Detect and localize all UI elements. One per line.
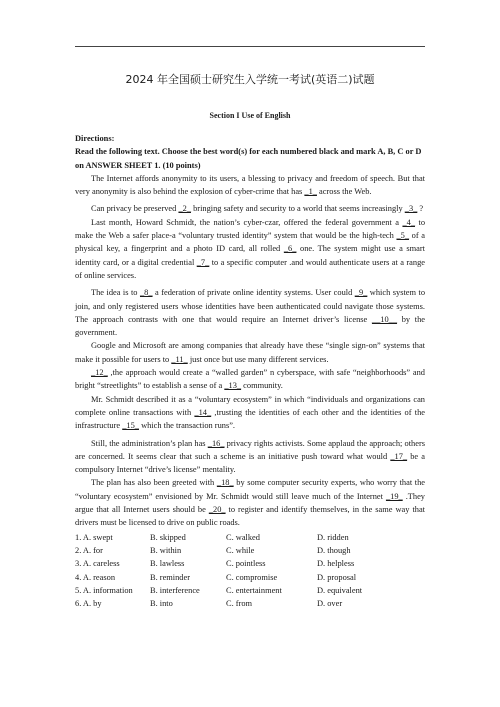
answer-blank: _19_: [385, 491, 403, 501]
answer-blank: _3_: [404, 204, 418, 214]
directions-label: Directions:: [75, 134, 115, 143]
passage-text: The Internet affords anonymity to its users, a blessing to privacy and freedom of speech. But that very anonymity is also behind the explosion of cyber-crime that has: [75, 173, 425, 197]
passage-text: which the transaction runs”.: [138, 421, 236, 431]
passage-text: of a physical key, a fingerprint and a photo ID card, all rolled: [75, 231, 425, 254]
passage-text: by some computer security experts, who worry that the “voluntary ecosystem” envisioned by Mr. Schmidt would still leave much of the Internet: [75, 478, 426, 501]
section-heading: Section I Use of English: [209, 111, 291, 120]
passage-paragraph: [75, 202, 425, 215]
passage-text: ,trusting the identities of each other and the identities of the infrastructure: [75, 407, 425, 431]
option-b: B. skipped: [150, 532, 186, 542]
answer-blank: _1_: [304, 187, 317, 197]
exam-title: 2024 年全国硕士研究生入学统一考试(英语二)试题: [125, 73, 375, 86]
option-c: C. walked: [226, 532, 260, 542]
passage-paragraph: [75, 437, 425, 477]
answer-blank: _14_: [194, 407, 212, 417]
option-b: B. reminder: [150, 572, 191, 582]
option-row: [75, 571, 425, 584]
answer-blank: _17_: [390, 451, 408, 461]
document-body: [75, 132, 425, 610]
answer-blank: _7_: [196, 257, 210, 267]
passage-text: Mr. Schmidt described it as a “voluntary ecosystem” in which “individuals and organizations can complete online transactions with: [75, 394, 425, 417]
passage-text: Google and Microsoft are among companies that already have these “single sign-on” systems that make it possible for users to: [75, 341, 425, 364]
answer-blank: _11_: [171, 354, 188, 364]
passage-text: Can privacy be preserved: [91, 204, 179, 214]
answer-blank: _13_: [224, 381, 242, 391]
answer-blank: _12_: [91, 368, 108, 378]
option-c: C. entertainment: [226, 585, 282, 595]
option-a: 2. A. for: [75, 545, 103, 555]
passage-text: Still, the administration’s plan has: [91, 438, 208, 448]
passage-text: privacy rights activists. Some applaud the approach; others are concerned. It seems clear that such a scheme is an initiative push toward what would: [75, 438, 425, 461]
answer-blank: _8_: [139, 288, 153, 298]
option-d: D. over: [317, 599, 343, 609]
passage-paragraph: [75, 393, 425, 433]
passage-paragraph: [75, 286, 425, 339]
passage-text: to make the Web a safer place-a “voluntary trusted identity” system that would be the high-tech: [75, 217, 426, 241]
passage-text: to a specific computer .and would authenticate users at a range of online services.: [75, 257, 425, 280]
option-a: 6. A. by: [75, 599, 102, 609]
option-b: B. into: [150, 599, 173, 609]
passage-text: a federation of private online identity systems. User could: [152, 288, 355, 298]
option-a: 3. A. careless: [75, 559, 120, 569]
option-d: D. ridden: [317, 532, 349, 542]
option-d: D. helpless: [317, 559, 355, 569]
passage-text: one. The system might use a smart identity card, or a digital credential: [75, 244, 425, 267]
answer-blank: _5_: [396, 231, 410, 241]
passage-text: The plan has also been greeted with: [91, 478, 217, 488]
option-b: B. within: [150, 545, 182, 555]
option-row: [75, 597, 425, 610]
passage-text: to register and identify themselves, in the same way that drivers must be licensed to drive on public roads.: [75, 505, 426, 528]
passage-paragraph: [75, 216, 425, 282]
passage: [75, 172, 425, 530]
passage-text: ,the approach would create a “walled garden” n cyberspace, with safe “neighborhoods” and bright “streetlights” to establish a sense of a: [75, 368, 425, 391]
option-a: 5. A. information: [75, 585, 133, 595]
answer-blank: _20_: [208, 505, 226, 515]
header-rule: [75, 46, 425, 47]
passage-paragraph: [75, 172, 425, 199]
answer-blank: _16_: [207, 438, 225, 448]
option-d: D. equivalent: [317, 585, 363, 595]
passage-text: community.: [241, 381, 283, 391]
option-c: C. while: [226, 545, 255, 555]
answer-blank: _9_: [354, 288, 368, 298]
option-c: C. pointless: [226, 559, 266, 569]
passage-paragraph: [75, 476, 425, 529]
option-d: D. though: [317, 545, 351, 555]
passage-text: which system to join, and only registered users whose identities have been authenticated could navigate those systems. The approach contrasts with one that would require an Internet driver’s license: [75, 288, 426, 324]
option-b: B. lawless: [150, 559, 185, 569]
passage-text: across the Web.: [316, 187, 372, 197]
passage-text: just once but use many different services.: [187, 354, 329, 364]
passage-text: .They argue that all Internet users should be: [75, 491, 425, 515]
directions-instruction: Read the following text. Choose the best word(s) for each numbered black and mark A, B, C or D on ANSWER SHEET 1. (10 points): [75, 147, 422, 170]
option-a: 1. A. swept: [75, 532, 113, 542]
answer-blank: _2_: [178, 204, 191, 214]
passage-text: be a compulsory Internet “drive’s license” mentality.: [75, 451, 426, 475]
passage-paragraph: [75, 366, 425, 393]
option-a: 4. A. reason: [75, 572, 116, 582]
answer-blank: _18_: [216, 478, 234, 488]
passage-text: The idea is to: [91, 288, 140, 298]
option-d: D. proposal: [317, 572, 357, 582]
passage-text: ?: [417, 204, 424, 214]
answer-blank: _6_: [283, 244, 297, 254]
passage-text: by the government.: [75, 314, 426, 338]
option-row: [75, 584, 425, 597]
option-row: [75, 544, 425, 557]
answer-blank: _15_: [122, 421, 139, 431]
passage-text: Last month, Howard Schmidt, the nation’s cyber-czar, offered the federal government a: [91, 217, 403, 227]
option-row: [75, 531, 425, 544]
option-b: B. interference: [150, 585, 200, 595]
answer-blank: __10__: [371, 314, 398, 324]
answer-blank: _4_: [402, 217, 416, 227]
passage-paragraph: [75, 339, 425, 366]
option-c: C. from: [226, 599, 253, 609]
option-c: C. compromise: [226, 572, 278, 582]
options-table: [75, 531, 425, 611]
option-row: [75, 557, 425, 570]
passage-text: bringing safety and security to a world that seems increasingly: [191, 204, 405, 214]
